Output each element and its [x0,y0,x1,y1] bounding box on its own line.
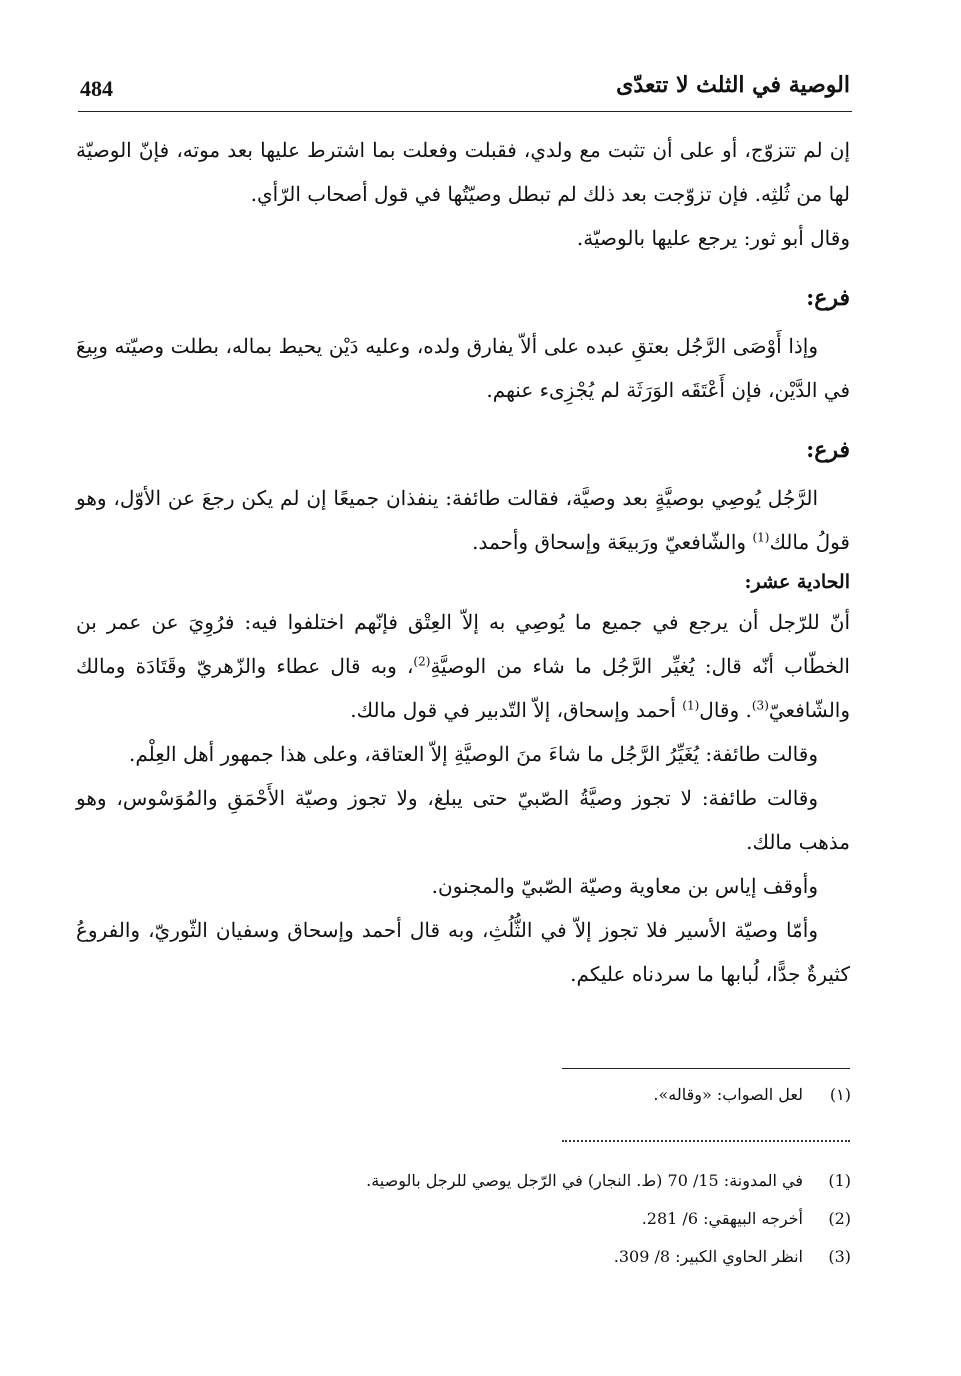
footnote-item [211,1206,851,1232]
text-run: ، وبه قال عطاء والزّهريّ وقَتَادَة ومالك والشّافعيّ [76,654,850,722]
editor-notes [211,1082,851,1108]
paragraph [76,600,850,732]
paragraph: إن لم تتزوّج، أو على أن تثبت مع ولدي، فقبلت وفعلت بما اشترط عليها بعد موته، فإنّ الوصيّة لها من ثُلثِه. فإن تزوّجت بعد ذلك لم تبطل وصيّتُها في قول أصحاب الرّأي. [76,138,850,206]
footnote-text: في المدونة: 15/ 70 (ط. النجار) في الرّجل يوصي للرجل بالوصية. [366,1171,803,1190]
text-run: الرَّجُل يُوصِي بوصيَّةٍ بعد وصيَّة، فقالت طائفة: ينفذان جميعًا إن لم يكن رجعَ عن الأوّل، وهو قولُ مالك [76,486,850,554]
footnote-item [211,1168,851,1194]
text-run: والشّافعيّ ورَبيعَة وإسحاق وأحمد. [472,530,753,554]
section-heading: فرع: [806,437,850,463]
paragraph: وقالت طائفة: لا تجوز وصيَّةُ الصّبيّ حتى يبلغ، ولا تجوز وصيّة الأَحْمَقِ والمُوَسْوس، وهو مذهب مالك. [76,786,850,854]
paragraph: وإذا أَوْصَى الرَّجُل بعتقِ عبده على ألاّ يفارق ولده، وعليه دَيْن يحيط بماله، بطلت وصيّته وبِيعَ في الدَّيْن، فإن أَعْتَقَه الوَرَثَة لم يُجْزِىء عنهم. [76,334,850,402]
footnote-ref: (1) [752,530,770,545]
running-title: الوصية في الثلث لا تتعدّى [616,72,850,98]
page-header [80,72,850,106]
footnote-number: (3) [828,1247,851,1266]
page-number: 484 [80,76,113,101]
paragraph: وأمّا وصيّة الأسير فلا تجوز إلاّ في الثُّلُثِ، وبه قال أحمد وإسحاق وسفيان الثّوريّ، والفروعُ كثيرةٌ جدًّا، لُبابها ما سردناه عليكم. [76,918,850,986]
footnote-ref: (3) [751,698,769,713]
footnote-text: انظر الحاوي الكبير: 8/ 309. [613,1247,803,1266]
footnote-text: أخرجه البيهقي: 6/ 281. [641,1209,803,1228]
footnote-separator [562,1068,850,1069]
header-rule [78,111,852,112]
footnote-ref: (1) [682,698,700,713]
footnote-number: (2) [828,1209,851,1228]
footnote-item [211,1082,851,1108]
footnote-item [211,1244,851,1270]
text-run: أنّ للرّجل أن يرجع في جميع ما يُوصِي به إلاّ العِتْق فإنّهم اختلفوا فيه: فرُوِيَ عن عمر بن الخطّاب أنّه قال: يُغيِّر الرَّجُل ما شاء من الوصيَّةِ [76,610,850,678]
section-heading: فرع: [806,285,850,311]
footnote-text: لعل الصواب: «وقاله». [653,1085,803,1104]
footnote-number: (١) [829,1085,851,1104]
text-run: . وقال [699,698,752,722]
paragraph [76,476,850,564]
footnote-ref: (2) [413,654,431,669]
paragraph: وقال أبو ثور: يرجع عليها بالوصيّة. [576,226,850,250]
paragraph: وقالت طائفة: يُغَيِّرُ الرَّجُل ما شاءَ منَ الوصيَّةِ إلاّ العتاقة، وعلى هذا جمهور أهل العِلْم. [129,742,818,766]
main-text [76,128,850,996]
footnote-number: (1) [828,1171,851,1190]
dotted-separator [562,1140,850,1142]
subsection-heading: الحادية عشر: [744,571,850,593]
text-run: أحمد وإسحاق، إلاّ التّدبير في قول مالك. [350,698,683,722]
paragraph: وأوقف إياس بن معاوية وصيّة الصّبيّ والمجنون. [431,874,818,898]
footnotes [211,1168,851,1270]
